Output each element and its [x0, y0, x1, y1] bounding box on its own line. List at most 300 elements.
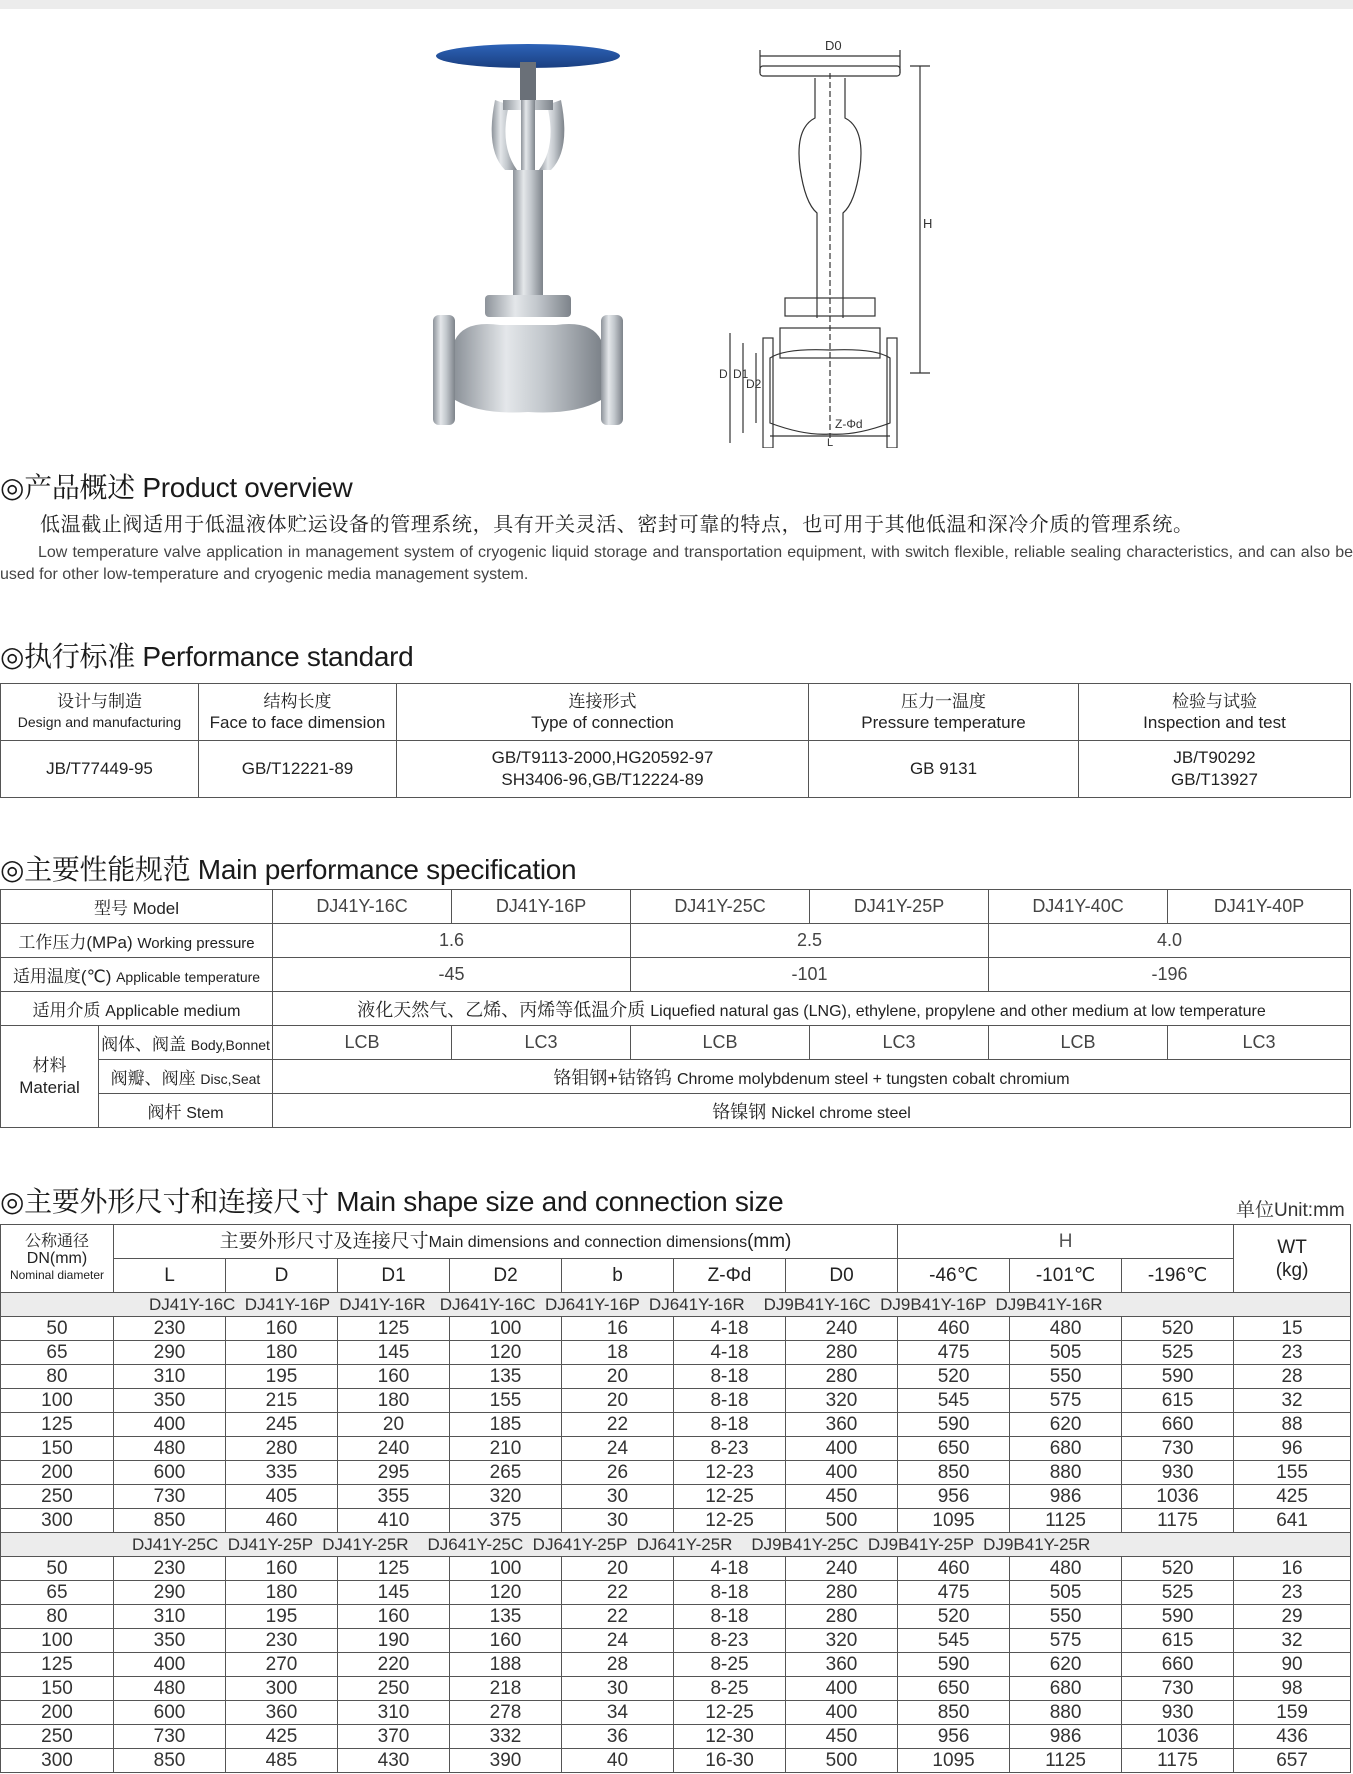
table-cell: 370: [338, 1725, 450, 1749]
table-cell: 300: [1, 1509, 114, 1533]
table-cell: 880: [1010, 1701, 1122, 1725]
table-cell: 590: [1122, 1605, 1234, 1629]
table-cell: 150: [1, 1677, 114, 1701]
standard-header: 连接形式 Type of connection: [397, 684, 809, 741]
table-cell: 615: [1122, 1629, 1234, 1653]
table-cell: 155: [1234, 1461, 1351, 1485]
table-cell: 475: [898, 1341, 1010, 1365]
col-header: D1: [338, 1259, 450, 1293]
table-cell: 218: [450, 1677, 562, 1701]
table-cell: 32: [1234, 1629, 1351, 1653]
valve-dimension-drawing: [705, 38, 955, 448]
table-cell: 400: [114, 1653, 226, 1677]
table-cell: 300: [1, 1749, 114, 1773]
table-cell: 200: [1, 1701, 114, 1725]
table-cell: 332: [450, 1725, 562, 1749]
medium-label: 适用介质 Applicable medium: [1, 992, 273, 1026]
table-cell: 195: [226, 1605, 338, 1629]
table-cell: 240: [786, 1317, 898, 1341]
table-cell: 425: [226, 1725, 338, 1749]
table-cell: 355: [338, 1485, 450, 1509]
table-cell: 880: [1010, 1461, 1122, 1485]
model-cell: DJ41Y-16P: [452, 890, 631, 924]
table-cell: 850: [898, 1461, 1010, 1485]
table-cell: 280: [786, 1341, 898, 1365]
perf-row-body: [1, 1026, 1351, 1060]
table-cell: 436: [1234, 1725, 1351, 1749]
table-row: [1, 1557, 1351, 1581]
table-cell: 280: [786, 1581, 898, 1605]
table-cell: 575: [1010, 1629, 1122, 1653]
table-cell: 320: [786, 1389, 898, 1413]
table-cell: 1036: [1122, 1725, 1234, 1749]
table-cell: 160: [226, 1557, 338, 1581]
table-cell: 125: [338, 1557, 450, 1581]
table-row: [1, 1341, 1351, 1365]
table-cell: 310: [114, 1365, 226, 1389]
overview-text-en: Low temperature valve application in management system of cryogenic liquid storage and transportation equipment, with switch flexible, reliable sealing characteristics, and can also be used for other low-temperature and cryogenic media management system.: [0, 544, 1353, 583]
table-row: [1, 1413, 1351, 1437]
table-cell: 310: [114, 1605, 226, 1629]
table-row: [1, 1509, 1351, 1533]
table-cell: 159: [1234, 1701, 1351, 1725]
table-row: [1, 1461, 1351, 1485]
table-cell: 520: [898, 1365, 1010, 1389]
table-cell: 650: [898, 1677, 1010, 1701]
model-group-label: DJ41Y-16C DJ41Y-16P DJ41Y-16R DJ641Y-16C DJ641Y-16P DJ641Y-16R DJ9B41Y-16C DJ9B41Y-16P DJ9B41Y-16R: [1, 1293, 1351, 1317]
table-cell: 480: [1010, 1557, 1122, 1581]
table-cell: 290: [114, 1341, 226, 1365]
table-cell: 200: [1, 1461, 114, 1485]
table-cell: 4-18: [674, 1317, 786, 1341]
table-cell: 24: [562, 1437, 674, 1461]
table-row: [1, 1317, 1351, 1341]
temperature-label: 适用温度(℃) Applicable temperature: [1, 958, 273, 992]
stem-label: 阀杆 Stem: [99, 1094, 273, 1128]
perf-row-disc: [1, 1060, 1351, 1094]
pressure-cell: 2.5: [631, 924, 989, 958]
wt-header: WT (kg): [1234, 1225, 1351, 1293]
perf-row-model: [1, 890, 1351, 924]
table-cell: 230: [114, 1317, 226, 1341]
overview-text-cn: 低温截止阀适用于低温液体贮运设备的管理系统，具有开关灵活、密封可靠的特点，也可用于其他低温和深冷介质的管理系统。: [40, 514, 1194, 536]
table-cell: 230: [226, 1629, 338, 1653]
table-cell: 430: [338, 1749, 450, 1773]
table-cell: 930: [1122, 1701, 1234, 1725]
table-cell: 150: [1, 1437, 114, 1461]
performance-table: [0, 889, 1351, 1128]
table-cell: 22: [562, 1605, 674, 1629]
table-cell: 480: [114, 1437, 226, 1461]
table-cell: 12-30: [674, 1725, 786, 1749]
table-cell: 986: [1010, 1725, 1122, 1749]
table-cell: 26: [562, 1461, 674, 1485]
table-cell: 210: [450, 1437, 562, 1461]
table-cell: 20: [338, 1413, 450, 1437]
temperature-cell: -101: [631, 958, 989, 992]
body-cell: LCB: [273, 1026, 452, 1060]
table-cell: 20: [562, 1365, 674, 1389]
table-cell: 525: [1122, 1581, 1234, 1605]
model-group-row: [1, 1293, 1351, 1317]
table-cell: 30: [562, 1677, 674, 1701]
table-cell: 20: [562, 1557, 674, 1581]
table-cell: 16: [1234, 1557, 1351, 1581]
table-cell: 8-25: [674, 1653, 786, 1677]
dn-header: 公称通径 DN(mm) Nominal diameter: [1, 1225, 114, 1293]
table-cell: 650: [898, 1437, 1010, 1461]
table-cell: 230: [114, 1557, 226, 1581]
body-label: 阀体、阀盖 Body,Bonnet: [99, 1026, 273, 1060]
table-cell: 50: [1, 1557, 114, 1581]
drawing-label-h: H: [923, 216, 933, 231]
table-row: [1, 1629, 1351, 1653]
h-header: H: [898, 1225, 1234, 1259]
table-cell: 32: [1234, 1389, 1351, 1413]
table-cell: 30: [562, 1485, 674, 1509]
table-cell: 550: [1010, 1605, 1122, 1629]
model-cell: DJ41Y-25C: [631, 890, 810, 924]
table-cell: 410: [338, 1509, 450, 1533]
table-cell: 730: [114, 1725, 226, 1749]
table-cell: 1125: [1010, 1509, 1122, 1533]
table-cell: 485: [226, 1749, 338, 1773]
stem-cell: 铬镍钢 Nickel chrome steel: [273, 1094, 1351, 1128]
table-cell: 120: [450, 1581, 562, 1605]
table-cell: 24: [562, 1629, 674, 1653]
table-cell: 180: [338, 1389, 450, 1413]
table-cell: 400: [786, 1701, 898, 1725]
table-cell: 590: [1122, 1365, 1234, 1389]
dimensions-body: [1, 1293, 1351, 1773]
table-cell: 425: [1234, 1485, 1351, 1509]
table-cell: 730: [1122, 1437, 1234, 1461]
table-cell: 8-18: [674, 1605, 786, 1629]
table-cell: 8-23: [674, 1437, 786, 1461]
standard-value-row: [1, 741, 1351, 798]
table-cell: 15: [1234, 1317, 1351, 1341]
dimensions-title: ◎主要外形尺寸和连接尺寸 Main shape size and connection size: [0, 1186, 784, 1217]
pressure-cell: 1.6: [273, 924, 631, 958]
table-cell: 505: [1010, 1581, 1122, 1605]
drawing-label-zd: Z-Φd: [835, 417, 863, 431]
table-cell: 1125: [1010, 1749, 1122, 1773]
table-cell: 956: [898, 1485, 1010, 1509]
perf-row-medium: [1, 992, 1351, 1026]
table-cell: 600: [114, 1461, 226, 1485]
table-cell: 65: [1, 1341, 114, 1365]
temperature-cell: -45: [273, 958, 631, 992]
table-cell: 520: [1122, 1557, 1234, 1581]
body-cell: LC3: [1168, 1026, 1351, 1060]
drawing-label-l: L: [827, 437, 834, 448]
standard-header: 设计与制造 Design and manufacturing: [1, 684, 199, 741]
body-cell: LC3: [452, 1026, 631, 1060]
table-cell: 50: [1, 1317, 114, 1341]
table-cell: 295: [338, 1461, 450, 1485]
col-header: D0: [786, 1259, 898, 1293]
table-cell: 505: [1010, 1341, 1122, 1365]
table-cell: 135: [450, 1605, 562, 1629]
standard-header: 结构长度 Face to face dimension: [199, 684, 397, 741]
table-cell: 188: [450, 1653, 562, 1677]
table-cell: 23: [1234, 1581, 1351, 1605]
standard-table: [0, 683, 1351, 798]
table-cell: 600: [114, 1701, 226, 1725]
table-cell: 185: [450, 1413, 562, 1437]
table-row: [1, 1725, 1351, 1749]
table-cell: 400: [786, 1677, 898, 1701]
table-cell: 280: [786, 1365, 898, 1389]
table-cell: 320: [450, 1485, 562, 1509]
disc-label: 阀瓣、阀座 Disc,Seat: [99, 1060, 273, 1094]
table-row: [1, 1701, 1351, 1725]
dimensions-table: [0, 1224, 1351, 1773]
table-cell: 96: [1234, 1437, 1351, 1461]
table-cell: 34: [562, 1701, 674, 1725]
table-cell: 460: [226, 1509, 338, 1533]
table-cell: 22: [562, 1413, 674, 1437]
perf-row-pressure: [1, 924, 1351, 958]
table-cell: 375: [450, 1509, 562, 1533]
table-cell: 310: [338, 1701, 450, 1725]
table-cell: 680: [1010, 1437, 1122, 1461]
table-cell: 500: [786, 1509, 898, 1533]
table-cell: 475: [898, 1581, 1010, 1605]
table-cell: 40: [562, 1749, 674, 1773]
pressure-cell: 4.0: [989, 924, 1351, 958]
table-cell: 400: [786, 1461, 898, 1485]
table-cell: 180: [226, 1341, 338, 1365]
table-cell: 250: [338, 1677, 450, 1701]
table-cell: 641: [1234, 1509, 1351, 1533]
table-cell: 20: [562, 1389, 674, 1413]
table-cell: 125: [1, 1413, 114, 1437]
standard-value: GB/T12221-89: [199, 741, 397, 798]
table-cell: 450: [786, 1485, 898, 1509]
table-cell: 1036: [1122, 1485, 1234, 1509]
table-cell: 80: [1, 1365, 114, 1389]
table-cell: 180: [226, 1581, 338, 1605]
table-cell: 290: [114, 1581, 226, 1605]
table-cell: 12-23: [674, 1461, 786, 1485]
table-cell: 730: [1122, 1677, 1234, 1701]
body-cell: LCB: [989, 1026, 1168, 1060]
table-cell: 8-25: [674, 1677, 786, 1701]
table-cell: 80: [1, 1605, 114, 1629]
table-cell: 100: [450, 1317, 562, 1341]
performance-title: ◎主要性能规范 Main performance specification: [0, 854, 577, 885]
table-cell: 195: [226, 1365, 338, 1389]
main-dimensions-header: 主要外形尺寸及连接尺寸Main dimensions and connection dimensions(mm): [114, 1225, 898, 1259]
model-group-row: [1, 1533, 1351, 1557]
disc-cell: 铬钼钢+钴铬钨 Chrome molybdenum steel + tungsten cobalt chromium: [273, 1060, 1351, 1094]
table-cell: 240: [786, 1557, 898, 1581]
table-cell: 400: [114, 1413, 226, 1437]
table-row: [1, 1749, 1351, 1773]
table-cell: 65: [1, 1581, 114, 1605]
drawing-label-d2: D2: [746, 377, 762, 391]
table-cell: 145: [338, 1341, 450, 1365]
table-cell: 575: [1010, 1389, 1122, 1413]
col-header: D: [226, 1259, 338, 1293]
table-cell: 270: [226, 1653, 338, 1677]
table-cell: 125: [338, 1317, 450, 1341]
table-cell: 4-18: [674, 1341, 786, 1365]
table-cell: 620: [1010, 1413, 1122, 1437]
table-cell: 98: [1234, 1677, 1351, 1701]
standard-header: 检验与试验 Inspection and test: [1079, 684, 1351, 741]
table-cell: 240: [338, 1437, 450, 1461]
table-cell: 280: [226, 1437, 338, 1461]
table-cell: 850: [114, 1749, 226, 1773]
col-header: -101℃: [1010, 1259, 1122, 1293]
table-cell: 160: [450, 1629, 562, 1653]
table-cell: 320: [786, 1629, 898, 1653]
temperature-cell: -196: [989, 958, 1351, 992]
table-cell: 278: [450, 1701, 562, 1725]
table-cell: 986: [1010, 1485, 1122, 1509]
body-cell: LCB: [631, 1026, 810, 1060]
table-cell: 16-30: [674, 1749, 786, 1773]
table-cell: 18: [562, 1341, 674, 1365]
table-cell: 36: [562, 1725, 674, 1749]
standard-value: JB/T90292 GB/T13927: [1079, 741, 1351, 798]
table-cell: 100: [1, 1629, 114, 1653]
col-header: b: [562, 1259, 674, 1293]
unit-label: 单位Unit:mm: [1236, 1200, 1345, 1221]
table-cell: 8-18: [674, 1413, 786, 1437]
dimensions-subheader-row: [1, 1259, 1351, 1293]
table-cell: 520: [1122, 1317, 1234, 1341]
table-cell: 155: [450, 1389, 562, 1413]
table-cell: 160: [226, 1317, 338, 1341]
standard-title: ◎执行标准 Performance standard: [0, 641, 414, 672]
table-cell: 16: [562, 1317, 674, 1341]
table-row: [1, 1605, 1351, 1629]
table-cell: 100: [1, 1389, 114, 1413]
table-cell: 1175: [1122, 1749, 1234, 1773]
table-cell: 360: [226, 1701, 338, 1725]
table-cell: 1095: [898, 1749, 1010, 1773]
table-cell: 220: [338, 1653, 450, 1677]
table-cell: 28: [1234, 1365, 1351, 1389]
table-cell: 8-18: [674, 1365, 786, 1389]
table-cell: 4-18: [674, 1557, 786, 1581]
table-row: [1, 1653, 1351, 1677]
table-cell: 400: [786, 1437, 898, 1461]
table-cell: 12-25: [674, 1485, 786, 1509]
col-header: Z-Φd: [674, 1259, 786, 1293]
table-row: [1, 1365, 1351, 1389]
table-cell: 265: [450, 1461, 562, 1485]
table-cell: 660: [1122, 1413, 1234, 1437]
col-header: L: [114, 1259, 226, 1293]
table-cell: 135: [450, 1365, 562, 1389]
table-cell: 8-18: [674, 1581, 786, 1605]
table-row: [1, 1677, 1351, 1701]
table-cell: 956: [898, 1725, 1010, 1749]
table-cell: 30: [562, 1509, 674, 1533]
table-cell: 730: [114, 1485, 226, 1509]
model-cell: DJ41Y-40C: [989, 890, 1168, 924]
table-cell: 850: [114, 1509, 226, 1533]
perf-row-temperature: [1, 958, 1351, 992]
table-cell: 8-23: [674, 1629, 786, 1653]
table-cell: 360: [786, 1653, 898, 1677]
table-cell: 8-18: [674, 1389, 786, 1413]
col-header: -46℃: [898, 1259, 1010, 1293]
table-cell: 390: [450, 1749, 562, 1773]
perf-row-stem: [1, 1094, 1351, 1128]
table-cell: 500: [786, 1749, 898, 1773]
table-cell: 28: [562, 1653, 674, 1677]
medium-cell: 液化天然气、乙烯、丙烯等低温介质 Liquefied natural gas (LNG), ethylene, propylene and other medium at low temperature: [273, 992, 1351, 1026]
table-cell: 525: [1122, 1341, 1234, 1365]
table-cell: 1175: [1122, 1509, 1234, 1533]
standard-value: GB 9131: [809, 741, 1079, 798]
table-row: [1, 1485, 1351, 1509]
table-row: [1, 1437, 1351, 1461]
table-cell: 335: [226, 1461, 338, 1485]
table-cell: 520: [898, 1605, 1010, 1629]
table-cell: 590: [898, 1653, 1010, 1677]
table-row: [1, 1389, 1351, 1413]
table-cell: 160: [338, 1605, 450, 1629]
table-cell: 120: [450, 1341, 562, 1365]
table-cell: 350: [114, 1629, 226, 1653]
table-cell: 190: [338, 1629, 450, 1653]
table-cell: 350: [114, 1389, 226, 1413]
table-cell: 460: [898, 1317, 1010, 1341]
model-cell: DJ41Y-40P: [1168, 890, 1351, 924]
table-cell: 245: [226, 1413, 338, 1437]
table-cell: 480: [114, 1677, 226, 1701]
table-cell: 545: [898, 1629, 1010, 1653]
table-cell: 88: [1234, 1413, 1351, 1437]
model-group-label: DJ41Y-25C DJ41Y-25P DJ41Y-25R DJ641Y-25C DJ641Y-25P DJ641Y-25R DJ9B41Y-25C DJ9B41Y-25P DJ9B41Y-25R: [1, 1533, 1351, 1557]
table-cell: 850: [898, 1701, 1010, 1725]
table-cell: 450: [786, 1725, 898, 1749]
table-cell: 545: [898, 1389, 1010, 1413]
table-cell: 615: [1122, 1389, 1234, 1413]
model-label: 型号 Model: [1, 890, 273, 924]
col-header: D2: [450, 1259, 562, 1293]
table-cell: 620: [1010, 1653, 1122, 1677]
model-cell: DJ41Y-25P: [810, 890, 989, 924]
dimensions-header-row: [1, 1225, 1351, 1259]
standard-value: JB/T77449-95: [1, 741, 199, 798]
table-cell: 660: [1122, 1653, 1234, 1677]
table-cell: 300: [226, 1677, 338, 1701]
table-cell: 12-25: [674, 1509, 786, 1533]
table-cell: 125: [1, 1653, 114, 1677]
overview-title: ◎产品概述 Product overview: [0, 472, 353, 503]
table-cell: 100: [450, 1557, 562, 1581]
table-cell: 930: [1122, 1461, 1234, 1485]
pressure-label: 工作压力(MPa) Working pressure: [1, 924, 273, 958]
table-cell: 29: [1234, 1605, 1351, 1629]
body-cell: LC3: [810, 1026, 989, 1060]
table-cell: 250: [1, 1485, 114, 1509]
table-cell: 145: [338, 1581, 450, 1605]
table-row: [1, 1581, 1351, 1605]
drawing-label-d1: D1: [733, 367, 749, 381]
table-cell: 90: [1234, 1653, 1351, 1677]
table-cell: 215: [226, 1389, 338, 1413]
table-cell: 680: [1010, 1677, 1122, 1701]
table-cell: 405: [226, 1485, 338, 1509]
